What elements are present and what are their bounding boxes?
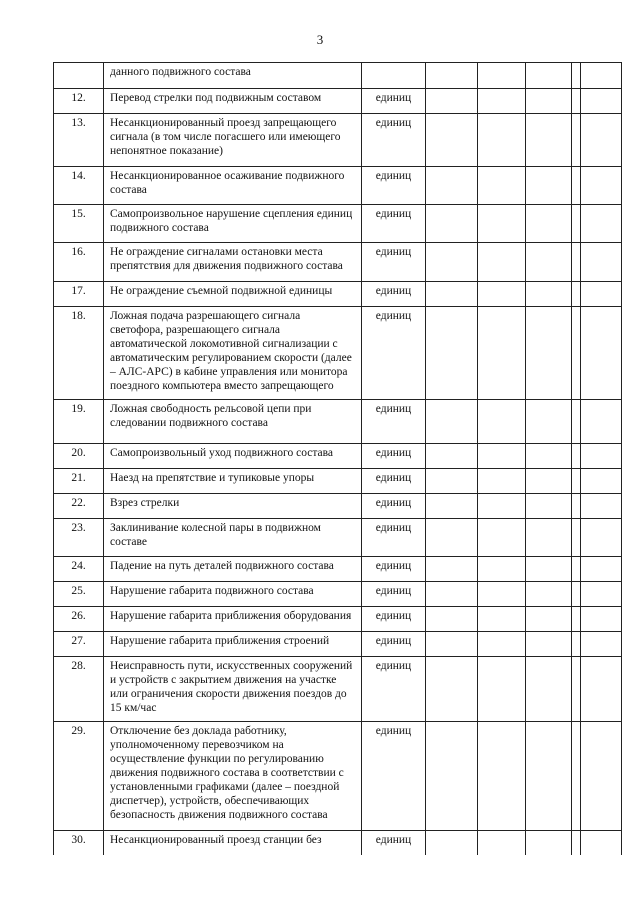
empty-cell [426,657,478,722]
empty-cell [426,444,478,469]
row-description: Взрез стрелки [104,494,362,519]
row-description: Перевод стрелки под подвижным составом [104,89,362,114]
table-row [54,582,622,607]
empty-cell [526,494,572,519]
empty-cell [478,632,526,657]
empty-cell [581,607,622,632]
empty-cell [426,205,478,243]
empty-cell [426,494,478,519]
empty-cell [426,243,478,282]
empty-cell [572,607,581,632]
table-row [54,494,622,519]
table-row [54,89,622,114]
empty-cell [581,494,622,519]
empty-cell [572,63,581,89]
empty-cell [581,307,622,400]
row-number: 25. [54,582,104,607]
empty-cell [572,114,581,167]
row-description: Нарушение габарита подвижного состава [104,582,362,607]
row-description: Наезд на препятствие и тупиковые упоры [104,469,362,494]
row-description: Не ограждение съемной подвижной единицы [104,282,362,307]
empty-cell [572,831,581,855]
empty-cell [478,582,526,607]
empty-cell [478,607,526,632]
table-row [54,607,622,632]
table-row [54,632,622,657]
row-number: 20. [54,444,104,469]
empty-cell [526,607,572,632]
empty-cell [478,307,526,400]
row-number: 21. [54,469,104,494]
empty-cell [478,831,526,855]
row-number [54,63,104,89]
empty-cell [478,114,526,167]
row-unit: единиц [362,307,426,400]
row-description: Неисправность пути, искусственных сооружений и устройств с закрытием движения на участке или ограничения скорости движения поездов до 15 км/час [104,657,362,722]
empty-cell [581,444,622,469]
empty-cell [526,469,572,494]
table-row [54,167,622,205]
row-unit: единиц [362,243,426,282]
empty-cell [478,167,526,205]
empty-cell [572,557,581,582]
empty-cell [581,557,622,582]
row-number: 27. [54,632,104,657]
row-unit [362,63,426,89]
incident-table [53,62,622,855]
empty-cell [478,205,526,243]
empty-cell [581,282,622,307]
empty-cell [526,557,572,582]
empty-cell [526,63,572,89]
row-unit: единиц [362,444,426,469]
row-number: 18. [54,307,104,400]
empty-cell [526,89,572,114]
row-unit: единиц [362,282,426,307]
empty-cell [526,444,572,469]
row-unit: единиц [362,831,426,855]
row-description: Несанкционированное осаживание подвижного состава [104,167,362,205]
row-number: 23. [54,519,104,557]
empty-cell [572,444,581,469]
empty-cell [478,63,526,89]
row-description: Самопроизвольный уход подвижного состава [104,444,362,469]
row-unit: единиц [362,582,426,607]
row-unit: единиц [362,400,426,444]
empty-cell [572,167,581,205]
empty-cell [426,63,478,89]
row-description: Падение на путь деталей подвижного состава [104,557,362,582]
table-row [54,519,622,557]
table-row [54,831,622,855]
empty-cell [572,632,581,657]
table-row [54,469,622,494]
row-unit: единиц [362,167,426,205]
empty-cell [478,494,526,519]
table-row [54,557,622,582]
empty-cell [478,89,526,114]
empty-cell [478,469,526,494]
empty-cell [426,582,478,607]
row-description: Ложная свободность рельсовой цепи при следовании подвижного состава [104,400,362,444]
row-description: Несанкционированный проезд запрещающего сигнала (в том числе погасшего или имеющего непонятное показание) [104,114,362,167]
empty-cell [526,400,572,444]
empty-cell [526,519,572,557]
empty-cell [581,582,622,607]
row-number: 30. [54,831,104,855]
empty-cell [426,469,478,494]
empty-cell [581,400,622,444]
row-number: 26. [54,607,104,632]
table-row [54,444,622,469]
empty-cell [572,722,581,831]
empty-cell [426,400,478,444]
empty-cell [478,519,526,557]
empty-cell [572,494,581,519]
table-row [54,282,622,307]
empty-cell [572,519,581,557]
empty-cell [478,557,526,582]
empty-cell [526,582,572,607]
row-description: Нарушение габарита приближения строений [104,632,362,657]
row-number: 14. [54,167,104,205]
row-number: 15. [54,205,104,243]
empty-cell [581,243,622,282]
empty-cell [581,114,622,167]
empty-cell [572,307,581,400]
empty-cell [426,831,478,855]
row-description: Заклинивание колесной пары в подвижном составе [104,519,362,557]
row-number: 13. [54,114,104,167]
row-description: Самопроизвольное нарушение сцепления единиц подвижного состава [104,205,362,243]
table-body [54,63,622,855]
empty-cell [526,632,572,657]
empty-cell [426,557,478,582]
empty-cell [581,722,622,831]
empty-cell [572,582,581,607]
empty-cell [581,205,622,243]
empty-cell [526,205,572,243]
empty-cell [426,89,478,114]
empty-cell [426,632,478,657]
empty-cell [526,307,572,400]
empty-cell [526,722,572,831]
row-description: Несанкционированный проезд станции без [104,831,362,855]
row-unit: единиц [362,114,426,167]
row-description: данного подвижного состава [104,63,362,89]
row-unit: единиц [362,469,426,494]
empty-cell [526,657,572,722]
row-number: 22. [54,494,104,519]
empty-cell [478,722,526,831]
empty-cell [526,167,572,205]
row-description: Отключение без доклада работнику, уполномоченному перевозчиком на осуществление функции по регулированию движения подвижного состава в соответствии с установленными графиками (далее – поездной диспетчер), устройств, обеспечивающих безопасность движения подвижного состава [104,722,362,831]
empty-cell [526,831,572,855]
row-description: Нарушение габарита приближения оборудования [104,607,362,632]
empty-cell [581,89,622,114]
empty-cell [426,282,478,307]
empty-cell [581,469,622,494]
table-row [54,400,622,444]
empty-cell [581,632,622,657]
empty-cell [478,444,526,469]
row-number: 12. [54,89,104,114]
row-number: 29. [54,722,104,831]
row-unit: единиц [362,657,426,722]
table-row [54,307,622,400]
empty-cell [526,282,572,307]
row-unit: единиц [362,722,426,831]
empty-cell [581,167,622,205]
empty-cell [526,114,572,167]
empty-cell [572,243,581,282]
empty-cell [572,469,581,494]
row-unit: единиц [362,557,426,582]
table-row [54,722,622,831]
row-description: Не ограждение сигналами остановки места препятствия для движения подвижного состава [104,243,362,282]
row-number: 17. [54,282,104,307]
empty-cell [478,243,526,282]
empty-cell [572,282,581,307]
empty-cell [581,63,622,89]
row-number: 19. [54,400,104,444]
page-number: 3 [316,32,324,47]
table-row [54,114,622,167]
empty-cell [426,167,478,205]
empty-cell [426,307,478,400]
row-number: 28. [54,657,104,722]
table-row [54,657,622,722]
row-unit: единиц [362,494,426,519]
empty-cell [426,722,478,831]
empty-cell [426,114,478,167]
empty-cell [581,657,622,722]
row-unit: единиц [362,519,426,557]
empty-cell [572,89,581,114]
empty-cell [572,400,581,444]
table-row [54,205,622,243]
empty-cell [581,831,622,855]
empty-cell [426,519,478,557]
empty-cell [478,282,526,307]
row-number: 16. [54,243,104,282]
empty-cell [478,400,526,444]
table-row [54,63,622,89]
table-row [54,243,622,282]
empty-cell [426,607,478,632]
row-unit: единиц [362,89,426,114]
row-description: Ложная подача разрешающего сигнала светофора, разрешающего сигнала автоматической локомотивной сигнализации с автоматическим регулированием скорости (далее – АЛС-АРС) в кабине управления или монитора поездного компьютера вместо запрещающего [104,307,362,400]
empty-cell [572,205,581,243]
row-unit: единиц [362,205,426,243]
empty-cell [581,519,622,557]
row-unit: единиц [362,607,426,632]
empty-cell [526,243,572,282]
empty-cell [478,657,526,722]
empty-cell [572,657,581,722]
row-number: 24. [54,557,104,582]
row-unit: единиц [362,632,426,657]
